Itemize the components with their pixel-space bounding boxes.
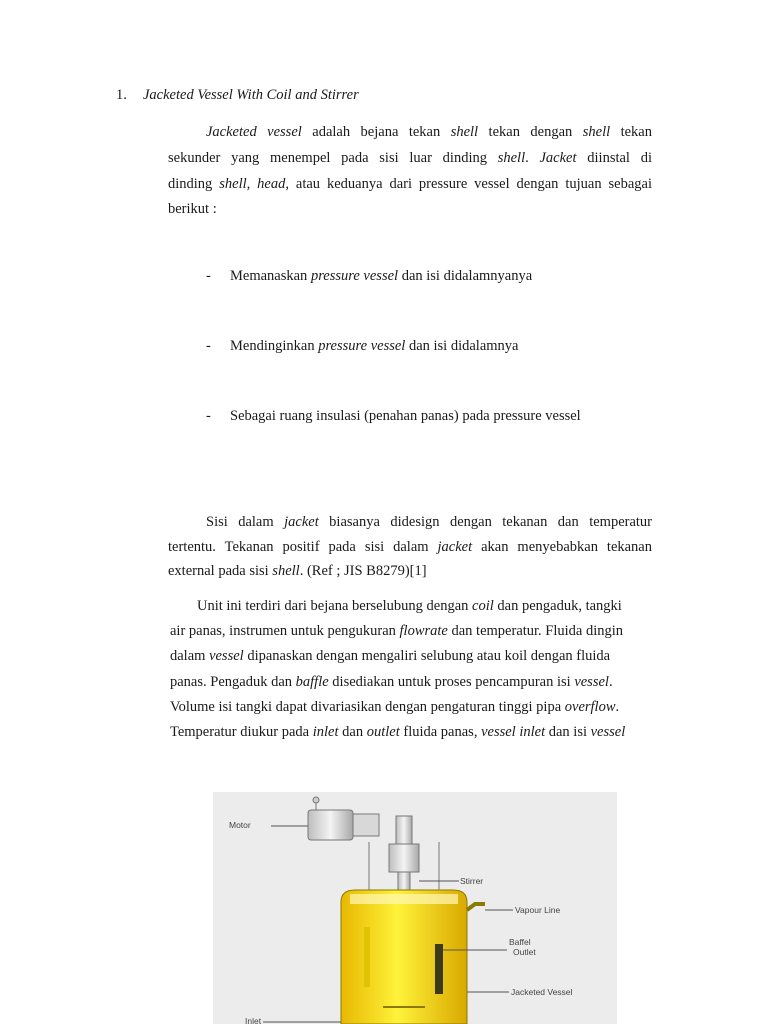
jacketed-vessel-figure xyxy=(213,792,617,1024)
label-motor: Motor xyxy=(229,820,251,830)
para3-line4: panas. Pengaduk dan baffle disediakan untuk proses pencampuran isi vessel. xyxy=(170,674,613,690)
label-jacketed-vessel: Jacketed Vessel xyxy=(511,987,573,997)
bullet-dash: - xyxy=(206,338,211,354)
bullet-text: Sebagai ruang insulasi (penahan panas) pada pressure vessel xyxy=(230,408,581,424)
vessel-diagram xyxy=(213,792,617,1024)
bullet-text: Mendinginkan pressure vessel dan isi didalamnya xyxy=(230,338,519,354)
section-title: Jacketed Vessel With Coil and Stirrer xyxy=(143,87,359,103)
bullet-dash: - xyxy=(206,268,211,284)
label-stirrer: Stirrer xyxy=(460,876,484,886)
para3-line6: Temperatur diukur pada inlet dan outlet fluida panas, vessel inlet dan isi vessel xyxy=(170,724,626,740)
para1-line4: berikut : xyxy=(168,201,217,217)
para2-line3: external pada sisi shell. (Ref ; JIS B8279)[1] xyxy=(168,563,427,579)
label-inlet: Inlet xyxy=(245,1016,262,1024)
label-vapour-line: Vapour Line xyxy=(515,905,561,915)
para3-line2: air panas, instrumen untuk pengukuran flowrate dan temperatur. Fluida dingin xyxy=(170,623,624,639)
para3-line5: Volume isi tangki dapat divariasikan dengan pengaturan tinggi pipa overflow. xyxy=(170,699,620,715)
para1-line3: dinding shell, head, atau keduanya dari pressure vessel dengan tujuan sebagai xyxy=(168,176,652,192)
section-number: 1. xyxy=(116,87,127,103)
bullet-dash: - xyxy=(206,408,211,424)
para1-line1: Jacketed vessel adalah bejana tekan shell tekan dengan shell tekan xyxy=(206,124,652,140)
para3-line1: Unit ini terdiri dari bejana berselubung dengan coil dan pengaduk, tangki xyxy=(197,598,622,614)
para1-line2: sekunder yang menempel pada sisi luar dinding shell. Jacket diinstal di xyxy=(168,150,652,166)
para3-line3: dalam vessel dipanaskan dengan mengaliri selubung atau koil dengan fluida xyxy=(170,648,611,664)
bullet-text: Memanaskan pressure vessel dan isi didalamnyanya xyxy=(230,268,533,284)
para2-line2: tertentu. Tekanan positif pada sisi dalam jacket akan menyebabkan tekanan xyxy=(168,539,652,555)
vessel-body-icon xyxy=(341,890,485,1024)
para2-line1: Sisi dalam jacket biasanya didesign dengan tekanan dan temperatur xyxy=(206,514,652,530)
label-baffle: Baffel xyxy=(509,937,531,947)
label-outlet: Outlet xyxy=(513,947,536,957)
